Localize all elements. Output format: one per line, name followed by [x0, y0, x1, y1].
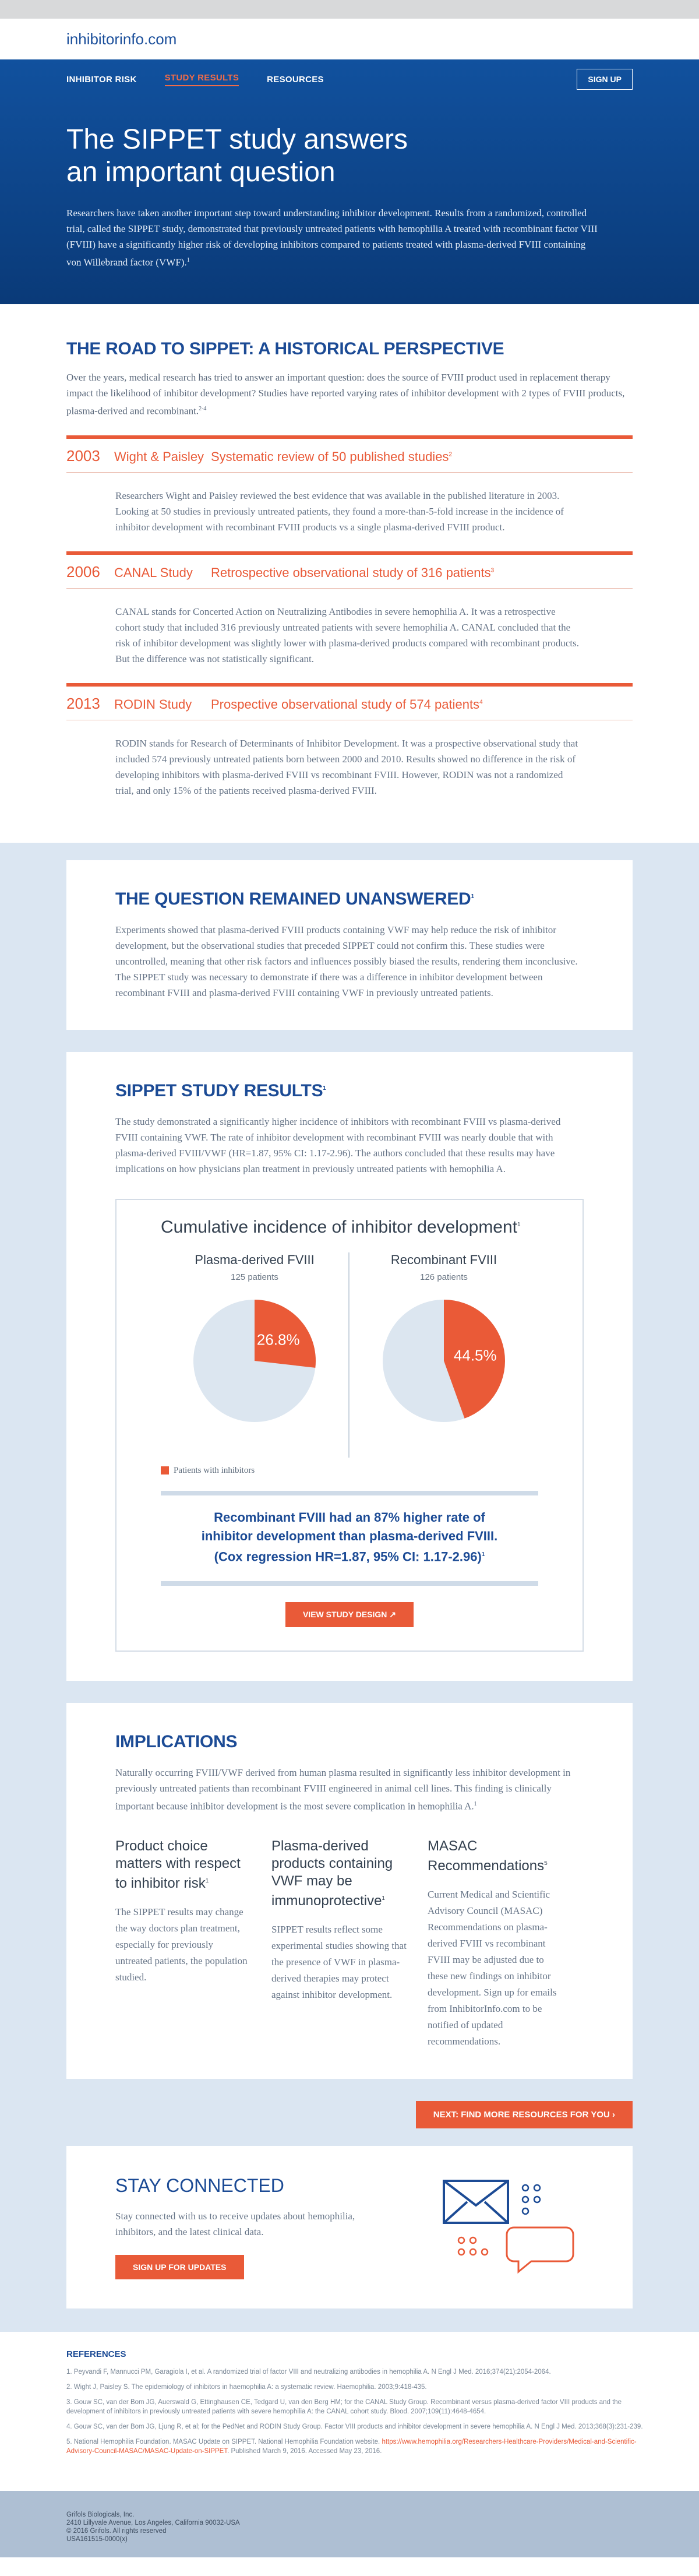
entry-body: RODIN stands for Research of Determinants of Inhibitor Development. It was a prospective observational study that included 574 previously untreated patients born between 2000 and 2010. Results showed no difference in the risk of developing inhibitors with plasma-derived FVIII vs recombinant FVIII. However, RODIN was not a randomized trial, and only 15% of the patients received plasma-derived FVIII. — [115, 737, 578, 796]
timeline-entry — [66, 551, 633, 667]
view-study-design-button[interactable]: VIEW STUDY DESIGN ↗ — [285, 1602, 414, 1627]
legend-swatch — [161, 1466, 169, 1474]
implication-column — [428, 1838, 584, 2050]
pie-data-label: 26.8% — [256, 1331, 300, 1349]
chart-callout: Recombinant FVIII had an 87% higher rate of inhibitor development than plasma-derived FVIII. (Cox regression HR=1.87, 95% CI: 1.17-2.96)$^1$ — [201, 1509, 498, 1564]
content-background — [0, 843, 699, 2332]
entry-year: 2006 — [66, 562, 100, 580]
pie-plasma-derived — [161, 1252, 350, 1458]
legend-label: Patients with inhibitors — [174, 1465, 255, 1475]
footer-line: Grifols Biologicals, Inc. — [66, 2511, 135, 2518]
results-body: The study demonstrated a significantly higher incidence of inhibitors with recombinant FVIII vs plasma-derived FVIII containing VWF. The rate of inhibitor development with recombinant FVIII was nearly double that with plasma-derived FVIII/VWF (HR=1.87, 95% CI: 1.17-2.96). The authors concluded that these results may have implications on how physicians plan treatment in previously untreated patients with hemophilia A. — [115, 1115, 561, 1174]
pie-series-name: Plasma-derived FVIII — [195, 1252, 315, 1267]
divider — [161, 1581, 538, 1586]
reference-item: 3. Gouw SC, van der Bom JG, Auerswald G, Ettinghausen CE, Tedgard U, van den Berg HM; for the CANAL Study Group. Recombinant versus plasma-derived factor VIII products and the development of inhibitors in previously untreated patients with severe hemophilia A: the CANAL cohort study. Blood. 2007;109(11):4648-4654. — [66, 2398, 622, 2415]
implication-title: Product choice matters with respect to inhibitor risk$^1$ — [115, 1838, 241, 1891]
pie-patient-count: 126 patients — [420, 1272, 468, 1282]
entry-desc: Systematic review of 50 published studies$^2$ — [211, 449, 452, 464]
hero-body: Researchers have taken another important step toward understanding inhibitor development. Results from a randomized, controlled trial, called the SIPPET study, demonstrated that previously untreated patients with hemophilia A treated with recombinant factor VIII (FVIII) have a significantly higher risk of developing inhibitors compared to patients treated with plasma-derived FVIII containing von Willebrand factor (VWF).$^1$ — [66, 207, 598, 268]
entry-desc: Prospective observational study of 574 patients$^4$ — [211, 696, 483, 712]
question-title: THE QUESTION REMAINED UNANSWERED$^1$ — [115, 889, 474, 909]
implications-intro: Naturally occurring FVIII/VWF derived from human plasma resulted in significantly less inhibitor development in previously untreated patients than recombinant FVIII engineered in animal cell lines. This finding is clinically important because inhibitor development is the most severe complication in hemophilia A.$^1$ — [115, 1766, 571, 1812]
timeline-entry — [66, 683, 633, 798]
entry-desc: Retrospective observational study of 316 patients$^3$ — [211, 565, 495, 580]
site-footer — [0, 2491, 699, 2557]
results-title: SIPPET STUDY RESULTS$^1$ — [115, 1081, 326, 1100]
entry-year: 2013 — [66, 694, 100, 712]
implication-column — [271, 1838, 428, 2050]
divider — [161, 1491, 538, 1495]
timeline-entry — [66, 435, 633, 535]
pie-data-label: 44.5% — [453, 1346, 497, 1364]
road-intro: Over the years, medical research has tried to answer an important question: does the source of FVIII product used in replacement therapy impact the likelihood of inhibitor development? Studies have reported varying rates of inhibitor development with 2 types of FVIII products, plasma-derived and recombinant.$^{2-4}$ — [66, 372, 625, 417]
question-card — [66, 860, 633, 1030]
entry-name: CANAL Study — [114, 565, 193, 580]
stay-body: Stay connected with us to receive updates about hemophilia, inhibitors, and the latest clinical data. — [115, 2210, 355, 2237]
pie-chart-recombinant — [377, 1294, 511, 1428]
stay-title: STAY CONNECTED — [115, 2174, 284, 2196]
signup-updates-button[interactable]: SIGN UP FOR UPDATES — [115, 2255, 244, 2279]
references-title: REFERENCES — [66, 2349, 126, 2359]
chart-legend — [161, 1466, 538, 1476]
reference-item: 1. Peyvandi F, Mannucci PM, Garagiola I, et al. A randomized trial of factor VIII and neutralizing antibodies in hemophilia A. N Engl J Med. 2016;374(21):2054-2064. — [66, 2368, 551, 2376]
nav-inhibitor-risk[interactable]: INHIBITOR RISK — [66, 74, 137, 85]
road-section — [0, 304, 699, 824]
footer-line: © 2016 Grifols. All rights reserved — [66, 2527, 167, 2535]
main-nav — [66, 59, 633, 99]
entry-body: CANAL stands for Concerted Action on Neutralizing Antibodies in severe hemophilia A. It was a retrospective cohort study that included 316 previously untreated patients with severe hemophilia A. CANAL concluded that the risk of inhibitor development was slightly lower with plasma-derived products compared with recombinant products. But the difference was not statistically significant. — [115, 606, 579, 664]
next-resources-button[interactable]: NEXT: FIND MORE RESOURCES FOR YOU › — [416, 2101, 633, 2128]
references — [0, 2332, 699, 2491]
entry-name: RODIN Study — [114, 696, 192, 712]
browser-strip — [0, 0, 699, 19]
implications-title: IMPLICATIONS — [115, 1732, 238, 1751]
pie-recombinant — [350, 1252, 538, 1458]
reference-link[interactable]: https://www.hemophilia.org/Researchers-Healthcare-Providers/Medical-and-Scientific-Advisory-Council-MASAC/MASAC-Update-on-SIPPET — [66, 2438, 637, 2455]
footer-line: USA161515-0000(x) — [66, 2535, 128, 2543]
entry-body: Researchers Wight and Paisley reviewed the best evidence that was available in the published literature in 2003. Looking at 50 studies in previously untreated patients, they found a more-than-5-fold increase in the incidence of inhibitor development with recombinant FVIII products vs a single plasma-derived FVIII product. — [115, 490, 564, 533]
site-header — [0, 19, 699, 59]
entry-year: 2003 — [66, 446, 100, 464]
reference-item: 2. Wight J, Paisley S. The epidemiology of inhibitors in haemophilia A: a systematic review. Haemophilia. 2003;9:418-435. — [66, 2383, 427, 2391]
footer-line: 2410 Lillyvale Avenue, Los Angeles, California 90032-USA — [66, 2519, 240, 2526]
question-body: Experiments showed that plasma-derived FVIII products containing VWF may help reduce the risk of inhibitor development, but the observational studies that preceded SIPPET could not confirm this. These studies were uncontrolled, meaning that other risk factors and influences possibly biased the results, rendering them inconclusive. The SIPPET study was necessary to demonstrate if there was a difference in inhibitor development between recombinant FVIII and plasma-derived FVIII containing VWF in previously untreated patients. — [115, 924, 578, 998]
nav-study-results[interactable]: STUDY RESULTS — [165, 73, 239, 86]
nav-resources[interactable]: RESOURCES — [267, 74, 324, 85]
reference-item: 4. Gouw SC, van der Bom JG, Ljung R, et al; for the PedNet and RODIN Study Group. Factor VIII products and inhibitor development in severe hemophilia A. N Engl J Med. 2013;368(3):231-239. — [66, 2423, 643, 2430]
site-logo[interactable]: inhibitorinfo.com — [66, 30, 177, 48]
results-card — [66, 1052, 633, 1681]
chart-title: Cumulative incidence of inhibitor development$^1$ — [161, 1217, 521, 1237]
implication-body: The SIPPET results may change the way doctors plan treatment, especially for previously untreated patients, the population studied. — [115, 1906, 248, 1983]
stay-connected-card — [66, 2146, 633, 2308]
implication-title: MASAC Recommendations$^5$ — [428, 1838, 548, 1874]
hero — [0, 59, 699, 304]
implications-card — [66, 1703, 633, 2079]
hero-title: The SIPPET study answers an important question — [66, 124, 408, 188]
mail-chat-illustration — [432, 2175, 584, 2274]
pie-series-name: Recombinant FVIII — [390, 1252, 497, 1267]
pie-patient-count: 125 patients — [231, 1272, 278, 1282]
incidence-chart — [115, 1199, 584, 1652]
signup-button[interactable]: SIGN UP — [577, 69, 633, 90]
road-title: THE ROAD TO SIPPET: A HISTORICAL PERSPECTIVE — [66, 339, 504, 358]
implication-column — [115, 1838, 271, 2050]
implication-body: SIPPET results reflect some experimental studies showing that the presence of VWF in plasma-derived therapies may protect against inhibitor development. — [271, 1923, 407, 2000]
implication-body: Current Medical and Scientific Advisory Council (MASAC) Recommendations on plasma-derived FVIII vs recombinant FVIII may be adjusted due to these new findings on inhibitor development. Sign up for emails from InhibitorInfo.com to be notified of updated recommendations. — [428, 1888, 557, 2047]
reference-item: 5. National Hemophilia Foundation. MASAC Update on SIPPET. National Hemophilia Foundation website. https://www.hemophilia.org/Researchers-Healthcare-Providers/Medical-and-Scientific-Advisory-Council-MASAC/MASAC-Update-on-SIPPET. Published March 9, 2016. Accessed May 23, 2016. — [66, 2438, 637, 2455]
implication-title: Plasma-derived products containing VWF may be immunoprotective$^1$ — [271, 1838, 393, 1909]
pie-chart-plasma — [188, 1294, 322, 1428]
entry-name: Wight & Paisley — [114, 449, 204, 464]
